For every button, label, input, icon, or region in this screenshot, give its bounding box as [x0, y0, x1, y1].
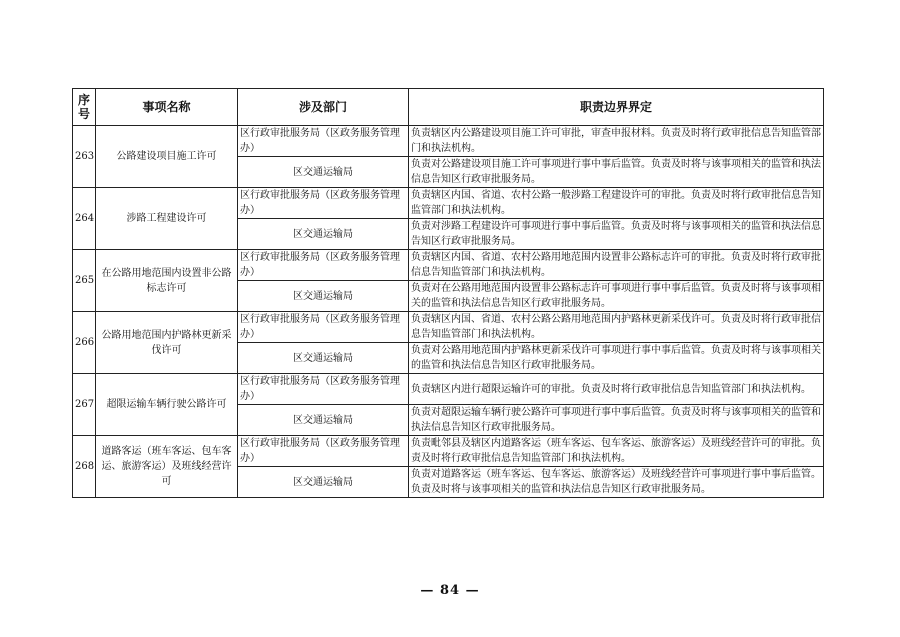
item-number: 265	[73, 250, 96, 312]
item-number: 264	[73, 188, 96, 250]
item-name: 涉路工程建设许可	[96, 188, 238, 250]
duty-text: 负责辖区内公路建设项目施工许可审批，审查申报材料。负责及时将行政审批信息告知监管部门和执法机构。	[409, 126, 824, 157]
table-row	[73, 312, 824, 343]
duty-text: 负责辖区内国、省道、农村公路用地范围内设置非公路标志许可的审批。负责及时将行政审批信息告知监管部门和执法机构。	[409, 250, 824, 281]
department: 区交通运输局	[238, 467, 409, 498]
duty-text: 负责毗邻县及辖区内道路客运（班车客运、包车客运、旅游客运）及班线经营许可的审批。负责及时将行政审批信息告知监管部门和执法机构。	[409, 436, 824, 467]
item-number: 263	[73, 126, 96, 188]
department: 区交通运输局	[238, 281, 409, 312]
duty-text: 负责辖区内国、省道、农村公路公路用地范围内护路林更新采伐许可。负责及时将行政审批信息告知监管部门和执法机构。	[409, 312, 824, 343]
item-name: 道路客运（班车客运、包车客运、旅游客运）及班线经营许可	[96, 436, 238, 498]
department: 区交通运输局	[238, 343, 409, 374]
duty-text: 负责对公路用地范围内护路林更新采伐许可事项进行事中事后监管。负责及时将与该事项相关的监管和执法信息告知区行政审批服务局。	[409, 343, 824, 374]
table-row	[73, 250, 824, 281]
duty-text: 负责对超限运输车辆行驶公路许可事项进行事中事后监管。负责及时将与该事项相关的监管和执法信息告知区行政审批服务局。	[409, 405, 824, 436]
header-dept: 涉及部门	[238, 89, 409, 126]
item-number: 266	[73, 312, 96, 374]
department: 区行政审批服务局（区政务服务管理办）	[238, 126, 409, 157]
duty-text: 负责辖区内国、省道、农村公路一般涉路工程建设许可的审批。负责及时将行政审批信息告知监管部门和执法机构。	[409, 188, 824, 219]
department: 区行政审批服务局（区政务服务管理办）	[238, 188, 409, 219]
duty-text: 负责对涉路工程建设许可事项进行事中事后监管。负责及时将与该事项相关的监管和执法信息告知区行政审批服务局。	[409, 219, 824, 250]
department: 区行政审批服务局（区政务服务管理办）	[238, 374, 409, 405]
item-number: 267	[73, 374, 96, 436]
header-name: 事项名称	[96, 89, 238, 126]
item-number: 268	[73, 436, 96, 498]
duty-text: 负责对道路客运（班车客运、包车客运、旅游客运）及班线经营许可事项进行事中事后监管。负责及时将与该事项相关的监管和执法信息告知区行政审批服务局。	[409, 467, 824, 498]
item-name: 超限运输车辆行驶公路许可	[96, 374, 238, 436]
department: 区交通运输局	[238, 405, 409, 436]
header-no: 序号	[73, 89, 96, 126]
duty-text: 负责对在公路用地范围内设置非公路标志许可事项进行事中事后监管。负责及时将与该事项相关的监管和执法信息告知区行政审批服务局。	[409, 281, 824, 312]
page-number: — 84 —	[420, 583, 480, 598]
table-header-row	[73, 89, 824, 126]
item-name: 公路建设项目施工许可	[96, 126, 238, 188]
table-row	[73, 126, 824, 157]
table-row	[73, 436, 824, 467]
department: 区行政审批服务局（区政务服务管理办）	[238, 436, 409, 467]
duty-text: 负责对公路建设项目施工许可事项进行事中事后监管。负责及时将与该事项相关的监管和执法信息告知区行政审批服务局。	[409, 157, 824, 188]
department: 区交通运输局	[238, 219, 409, 250]
item-name: 公路用地范围内护路林更新采伐许可	[96, 312, 238, 374]
duty-text: 负责辖区内进行超限运输许可的审批。负责及时将行政审批信息告知监管部门和执法机构。	[409, 374, 824, 405]
table-row	[73, 188, 824, 219]
department: 区行政审批服务局（区政务服务管理办）	[238, 312, 409, 343]
table-row	[73, 374, 824, 405]
department: 区交通运输局	[238, 157, 409, 188]
department: 区行政审批服务局（区政务服务管理办）	[238, 250, 409, 281]
header-duty: 职责边界界定	[409, 89, 824, 126]
item-name: 在公路用地范围内设置非公路标志许可	[96, 250, 238, 312]
responsibility-table	[72, 88, 824, 498]
